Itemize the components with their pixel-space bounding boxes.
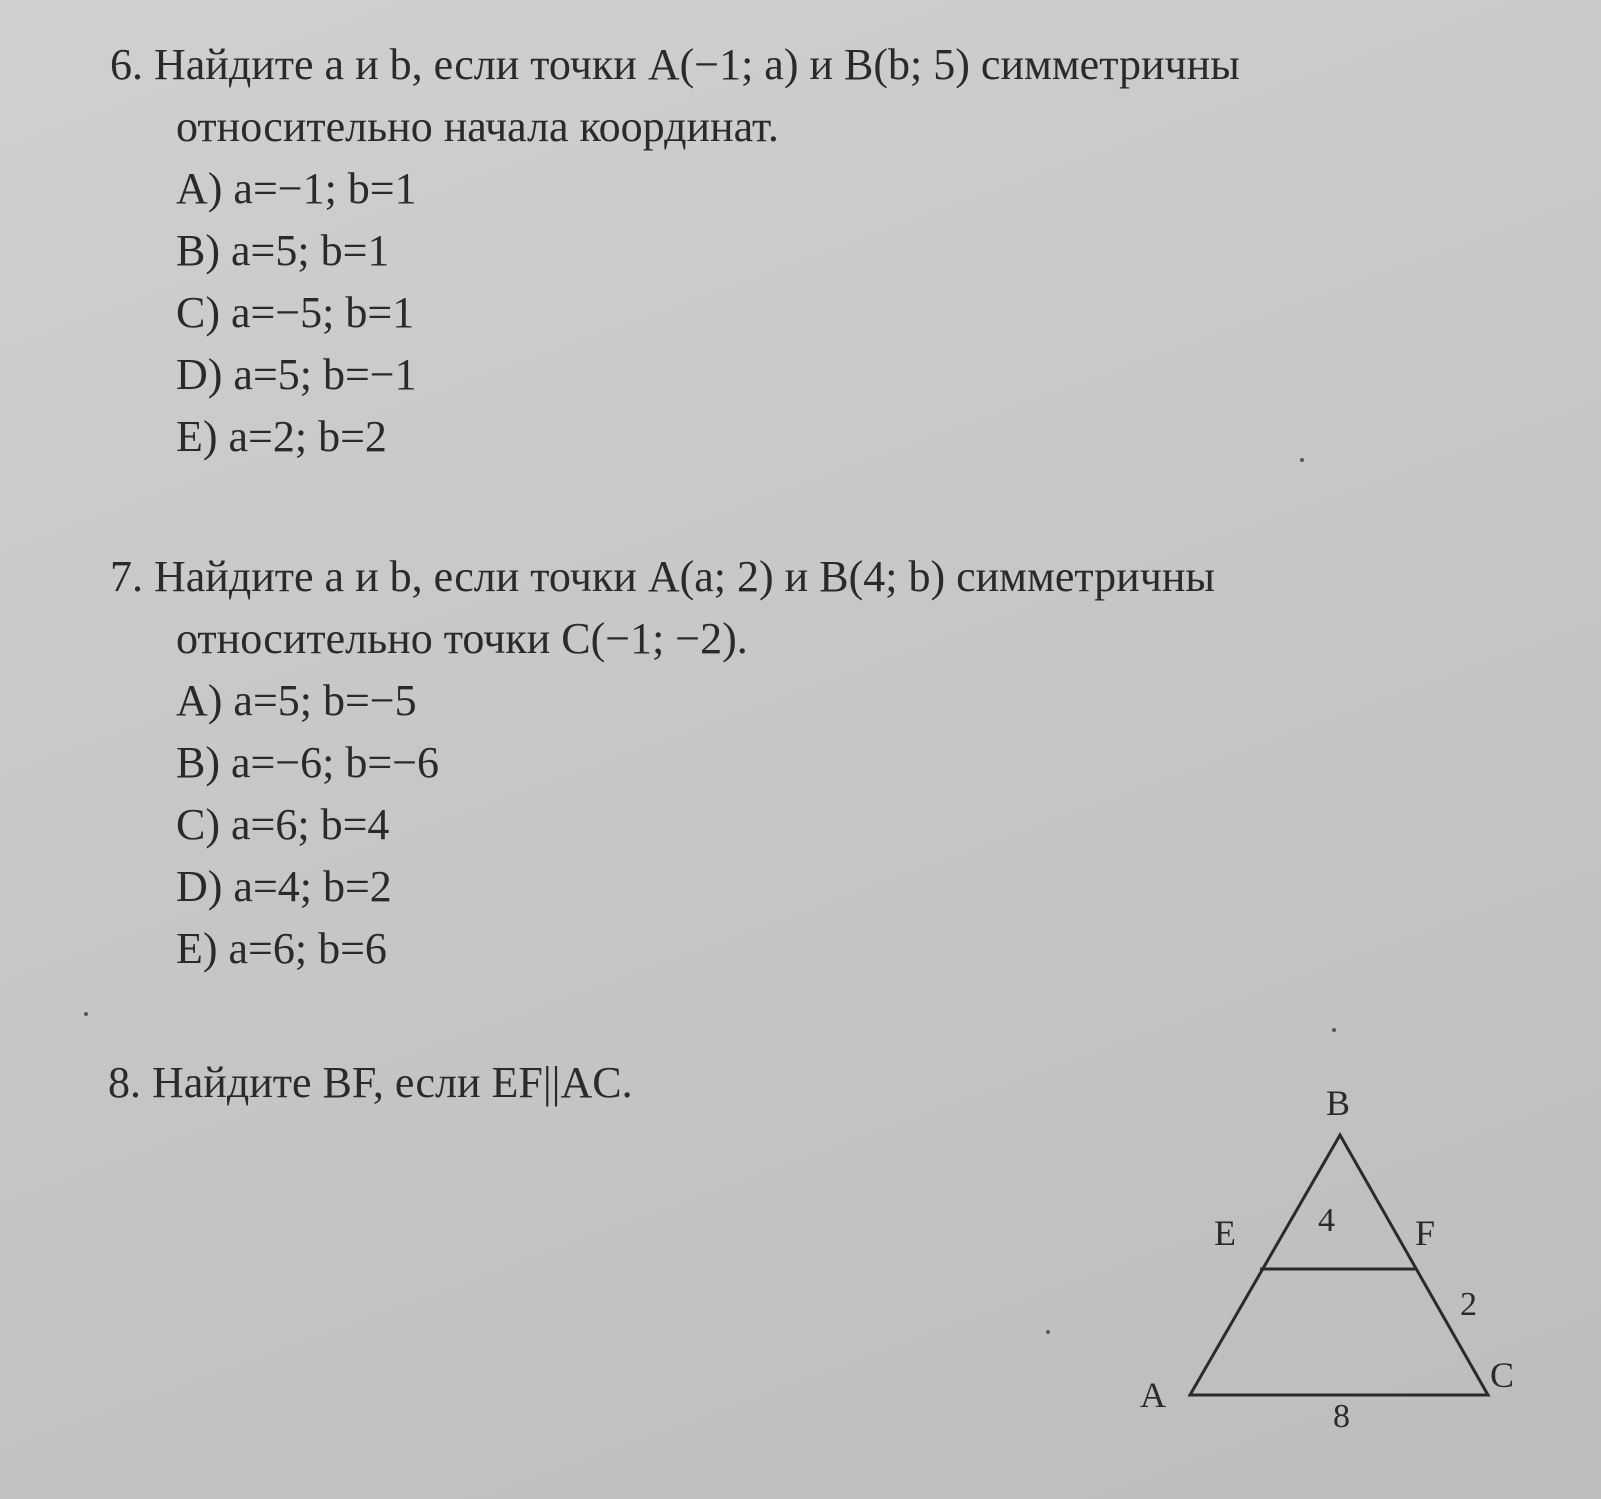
question-6-stem-line-1: 6. Найдите a и b, если точки A(−1; a) и B(b; 5) симметричны [110,40,1240,89]
question-8-stem: 8. Найдите BF, если EF||AC. [108,1058,633,1107]
question-6-option-e[interactable]: E) a=2; b=2 [176,412,387,461]
triangle-abc [1190,1135,1488,1395]
paper-speck [1300,458,1304,462]
triangle-figure [1130,1075,1530,1435]
paper-speck [1332,1028,1336,1032]
paper-speck [1046,1330,1050,1334]
label-vertex-a: A [1140,1375,1166,1415]
question-6 [110,34,1240,468]
question-6-option-b[interactable]: B) a=5; b=1 [176,226,390,275]
question-7-option-c[interactable]: C) a=6; b=4 [176,800,390,849]
question-8 [108,1052,633,1114]
question-6-option-d[interactable]: D) a=5; b=−1 [176,350,417,399]
question-7-stem-line-2: относительно точки C(−1; −2). [176,614,748,663]
question-7-option-d[interactable]: D) a=4; b=2 [176,862,392,911]
question-7-option-a[interactable]: A) a=5; b=−5 [176,676,417,725]
question-7 [110,546,1215,980]
label-vertex-c: C [1490,1355,1515,1395]
question-6-stem [110,34,1240,158]
paper-speck [84,1012,88,1016]
question-6-stem-line-2: относительно начала координат. [176,102,779,151]
question-6-option-a[interactable]: A) a=−1; b=1 [176,164,417,213]
question-7-options [110,670,1215,980]
label-vertex-f: F [1415,1213,1436,1253]
question-7-stem-line-1: 7. Найдите a и b, если точки A(a; 2) и B(4; b) симметричны [110,552,1215,601]
label-segment-fc: 2 [1460,1286,1477,1323]
question-6-option-c[interactable]: C) a=−5; b=1 [176,288,415,337]
question-6-options [110,158,1240,468]
label-vertex-b: B [1326,1083,1351,1123]
question-7-stem [110,546,1215,670]
label-segment-ac: 8 [1333,1398,1350,1435]
label-segment-ef: 4 [1318,1202,1335,1239]
label-vertex-e: E [1214,1213,1236,1253]
question-7-option-e[interactable]: E) a=6; b=6 [176,924,387,973]
question-7-option-b[interactable]: B) a=−6; b=−6 [176,738,440,787]
